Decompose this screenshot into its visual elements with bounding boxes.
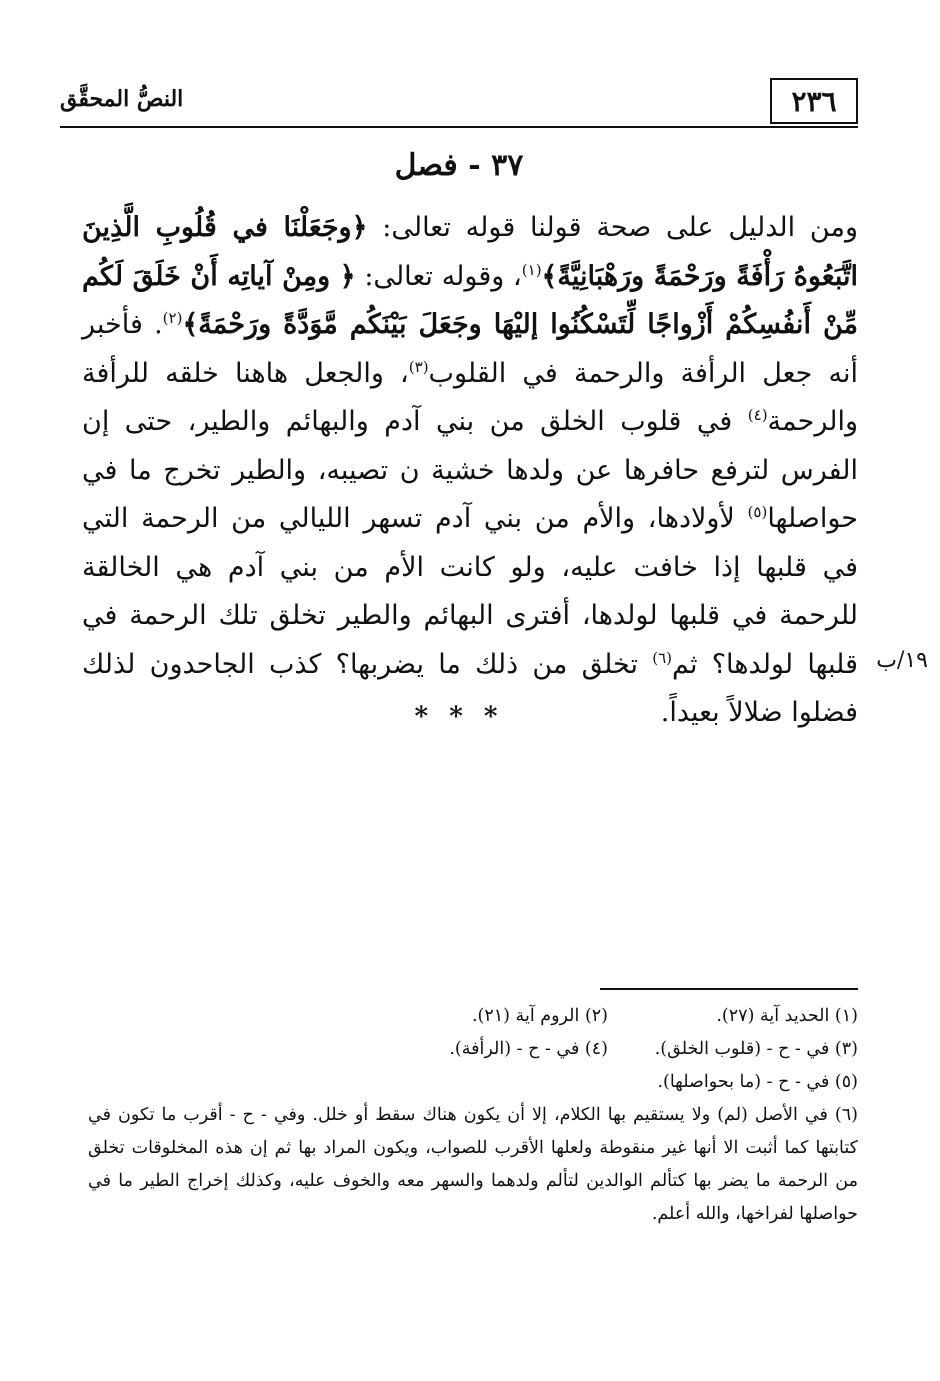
body-text-segment: ، والجعل هاهنا خلقه للرأفة والرحمة xyxy=(82,357,858,437)
body-text-segment: لأولادها، والأم من بني آدم تسهر الليالي من الرحمة التي في قلبها إذا خافت عليه، ولو كانت الأم من بني آدم هي الخالقة للرحمة في قلبها لولدها، أفترى البهائم والطير تخلق تلك الرحمة في قلبها لولدها؟ ثم xyxy=(82,503,858,680)
manuscript-folio-note: ١٩/ب xyxy=(876,648,928,673)
footnote-row xyxy=(88,1033,858,1066)
header-rule xyxy=(60,126,858,128)
footnote: (٣) في - ح - (قلوب الخلق). xyxy=(654,1039,858,1059)
footnote-ref: (٥) xyxy=(747,503,768,521)
body-text-segment: تخلق من ذلك ما يضربها؟ كذب الجاحدون لذلك فضلوا ضلالاً بعيداً. xyxy=(82,648,858,728)
body-text-segment: ومن الدليل على صحة قولنا قوله تعالى: xyxy=(367,212,858,243)
footnote-ref: (١) xyxy=(521,260,542,279)
body-text-segment: في قلوب الخلق من بني آدم والبهائم والطير، حتى إن الفرس لترفع حافرها عن ولدها خشية ن تصيبه، والطير تخرج ما في حواصلها xyxy=(82,406,858,534)
footnote: (١) الحديد آية (٢٧). xyxy=(716,1006,858,1026)
page-header xyxy=(60,78,858,132)
section-separator: * * * xyxy=(414,702,504,732)
footnote-row xyxy=(88,1066,858,1099)
footnote-rule xyxy=(600,988,858,990)
footnote: (٤) في - ح - (الرأفة). xyxy=(449,1039,608,1059)
running-title: النصُّ المحقَّق xyxy=(60,86,184,112)
footnote: (٦) في الأصل (لم) ولا يستقيم بها الكلام، إلا أن يكون هناك سقط أو خلل. وفي - ح - أقرب ما تكون في كتابتها كما أثبت الا أنها غير منقوطة ولعلها الأقرب للصواب، ويكون المراد بها ثم إن هذه المخلوقات تخلق من الرحمة ما يضر بها كتألم الوالدين لتألم ولدهما والسهر معه والخوف عليه، وكذلك إخراج الطير ما في حواصلها لفراخها، والله أعلم. xyxy=(88,1105,858,1224)
footnote-ref: (٢) xyxy=(162,309,183,327)
section-title: ٣٧ - فصل xyxy=(394,148,524,183)
footnote-ref: (٦) xyxy=(652,648,673,667)
quran-quote: ﴿وجَعَلْنَا في قُلُوبِ الَّذِينَ اتَّبَعُوهُ رَأْفَةً ورَحْمَةً ورَهْبَانِيَّةً﴾ xyxy=(82,212,858,292)
page-number: ٢٣٦ xyxy=(770,78,858,124)
footnote: (٥) في - ح - (ما بحواصلها). xyxy=(657,1072,858,1092)
quran-quote: ﴿ ومِنْ آياتِه أَنْ خَلَقَ لَكُم مِّنْ أَنفُسِكُمْ أَزْواجًا لِّتَسْكُنُوا إليْهَا وجَعَلَ بَيْنَكُم مَّوَدَّةً ورَحْمَةً﴾ xyxy=(82,260,858,340)
body-text-segment: . فأخبر أنه جعل الرأفة والرحمة في القلوب xyxy=(82,309,858,389)
footnote-ref: (٣) xyxy=(408,357,429,376)
footnote: (٢) الروم آية (٢١). xyxy=(471,1006,608,1026)
footnote-row xyxy=(88,1000,858,1033)
footnotes xyxy=(88,1000,858,1231)
body-paragraph xyxy=(82,204,858,738)
body-text-segment: ، وقوله تعالى: xyxy=(355,260,522,292)
footnote-ref: (٤) xyxy=(747,406,768,424)
